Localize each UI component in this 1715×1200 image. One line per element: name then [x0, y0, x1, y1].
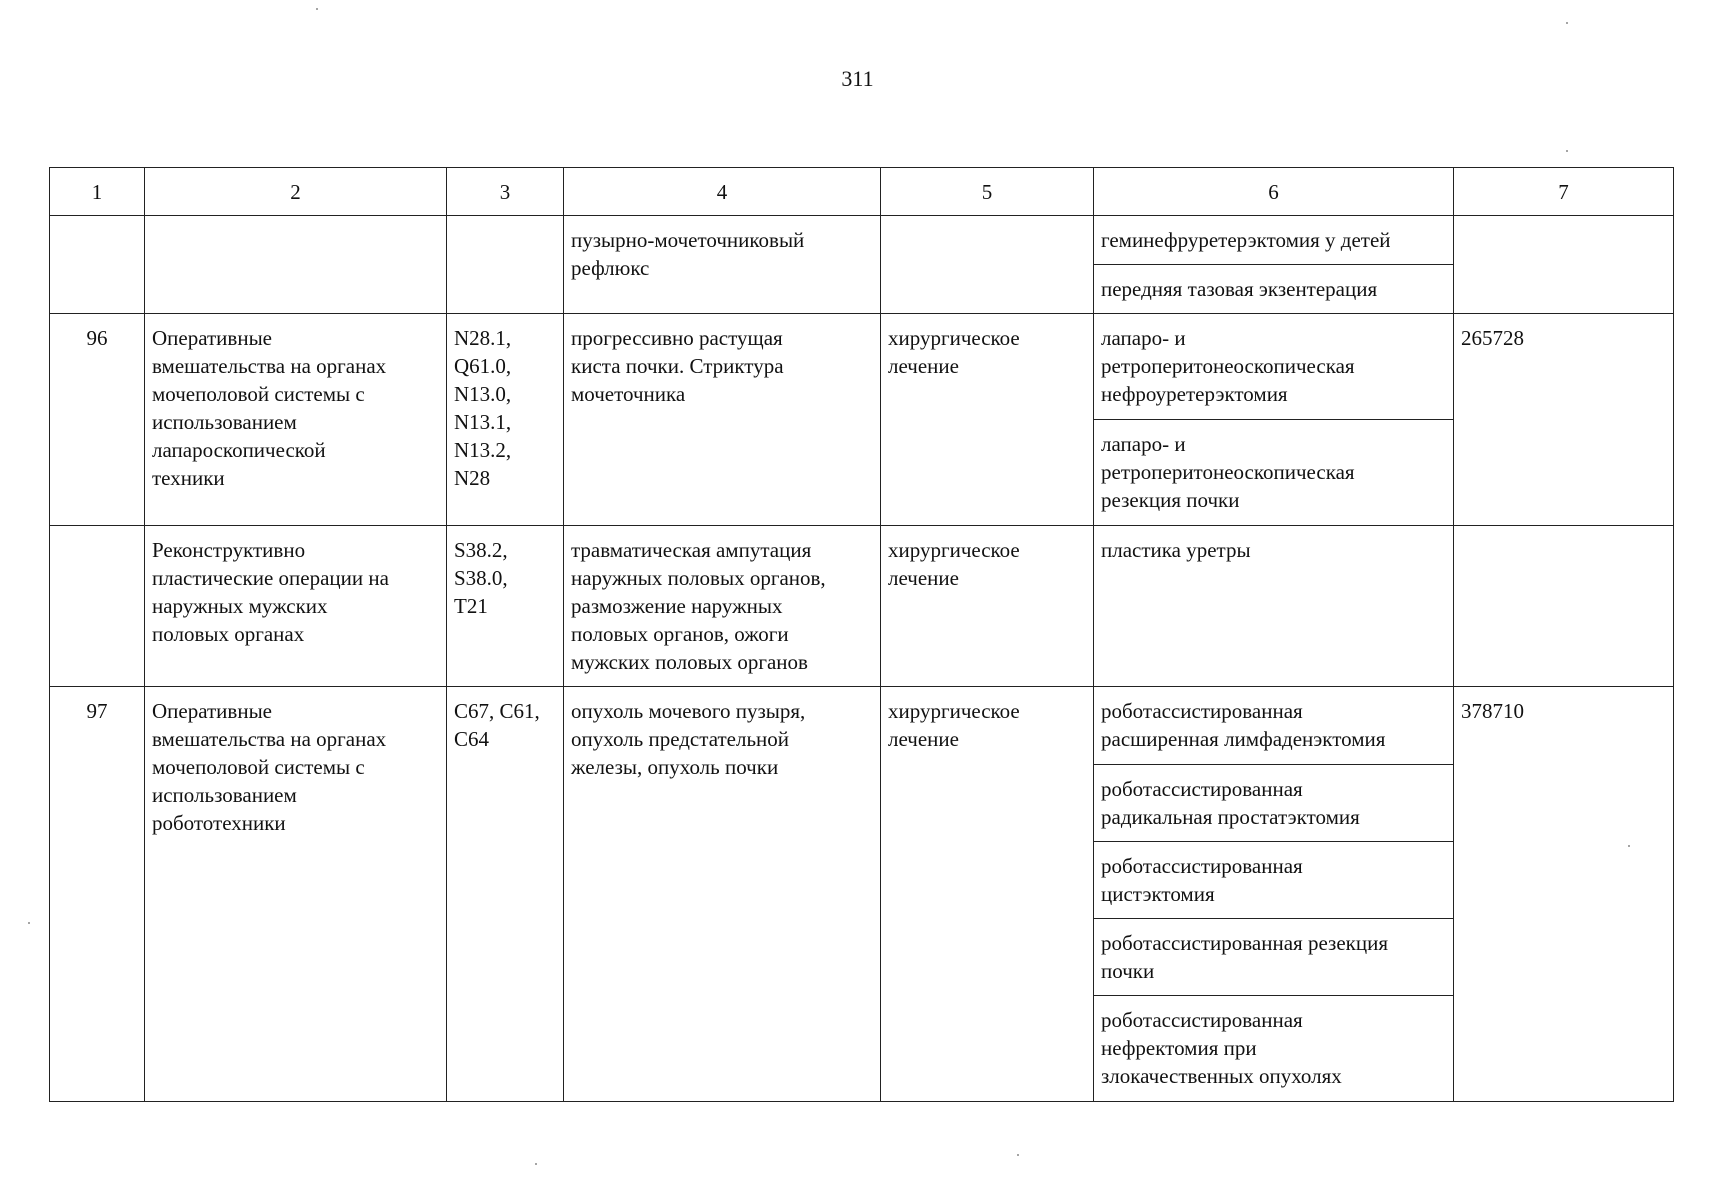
treatment-cell: хирургическое лечение — [881, 314, 1094, 526]
method-cell: пластика уретры — [1094, 526, 1454, 687]
scan-speck — [535, 1163, 537, 1165]
table-row — [50, 526, 1674, 687]
method-cell: роботассистированная расширенная лимфаденэктомия — [1094, 687, 1454, 765]
column-header: 1 — [50, 168, 145, 216]
column-header: 4 — [564, 168, 881, 216]
cost-cell — [1454, 526, 1674, 687]
method-cell: роботассистированная нефректомия при злокачественных опухолях — [1094, 996, 1454, 1102]
table-row — [50, 216, 1674, 265]
row-number-cell — [50, 526, 145, 687]
header-row — [50, 168, 1674, 216]
row-number-cell: 96 — [50, 314, 145, 526]
group-cell: Реконструктивно пластические операции на наружных мужских половых органах — [145, 526, 447, 687]
method-cell: роботассистированная цистэктомия — [1094, 842, 1454, 919]
scan-speck — [1566, 22, 1568, 24]
column-header: 5 — [881, 168, 1094, 216]
row-number-cell: 97 — [50, 687, 145, 1102]
method-cell: роботассистированная радикальная простатэктомия — [1094, 765, 1454, 842]
row-number-cell — [50, 216, 145, 314]
treatment-cell: хирургическое лечение — [881, 526, 1094, 687]
disease-cell: опухоль мочевого пузыря, опухоль предстательной железы, опухоль почки — [564, 687, 881, 1102]
treatment-cell: хирургическое лечение — [881, 687, 1094, 1102]
disease-cell: прогрессивно растущая киста почки. Стриктура мочеточника — [564, 314, 881, 526]
codes-cell: N28.1, Q61.0, N13.0, N13.1, N13.2, N28 — [447, 314, 564, 526]
group-cell — [145, 216, 447, 314]
scan-speck — [1566, 150, 1568, 152]
codes-cell: S38.2, S38.0, T21 — [447, 526, 564, 687]
disease-cell: пузырно-мочеточниковый рефлюкс — [564, 216, 881, 314]
page-number: 311 — [841, 66, 874, 91]
method-cell: лапаро- и ретроперитонеоскопическая нефроуретерэктомия — [1094, 314, 1454, 420]
column-header: 2 — [145, 168, 447, 216]
disease-cell: травматическая ампутация наружных половых органов, размозжение наружных половых органов, ожоги мужских половых органов — [564, 526, 881, 687]
table-row — [50, 687, 1674, 765]
scan-speck — [1017, 1154, 1019, 1156]
cost-cell: 378710 — [1454, 687, 1674, 1102]
codes-cell — [447, 216, 564, 314]
cost-cell — [1454, 216, 1674, 314]
group-cell: Оперативные вмешательства на органах мочеполовой системы с использованием робототехники — [145, 687, 447, 1102]
column-header: 3 — [447, 168, 564, 216]
column-header: 7 — [1454, 168, 1674, 216]
method-cell: роботассистированная резекция почки — [1094, 919, 1454, 996]
method-cell: лапаро- и ретроперитонеоскопическая резекция почки — [1094, 420, 1454, 526]
procedures-table — [49, 167, 1674, 1102]
scan-speck — [28, 922, 30, 924]
cost-cell: 265728 — [1454, 314, 1674, 526]
column-header: 6 — [1094, 168, 1454, 216]
scan-speck — [1628, 845, 1630, 847]
table-row — [50, 314, 1674, 420]
scan-speck — [316, 8, 318, 10]
codes-cell: C67, C61, C64 — [447, 687, 564, 1102]
treatment-cell — [881, 216, 1094, 314]
group-cell: Оперативные вмешательства на органах мочеполовой системы с использованием лапароскопической техники — [145, 314, 447, 526]
method-cell: геминефруретерэктомия у детей — [1094, 216, 1454, 265]
method-cell: передняя тазовая экзентерация — [1094, 265, 1454, 314]
